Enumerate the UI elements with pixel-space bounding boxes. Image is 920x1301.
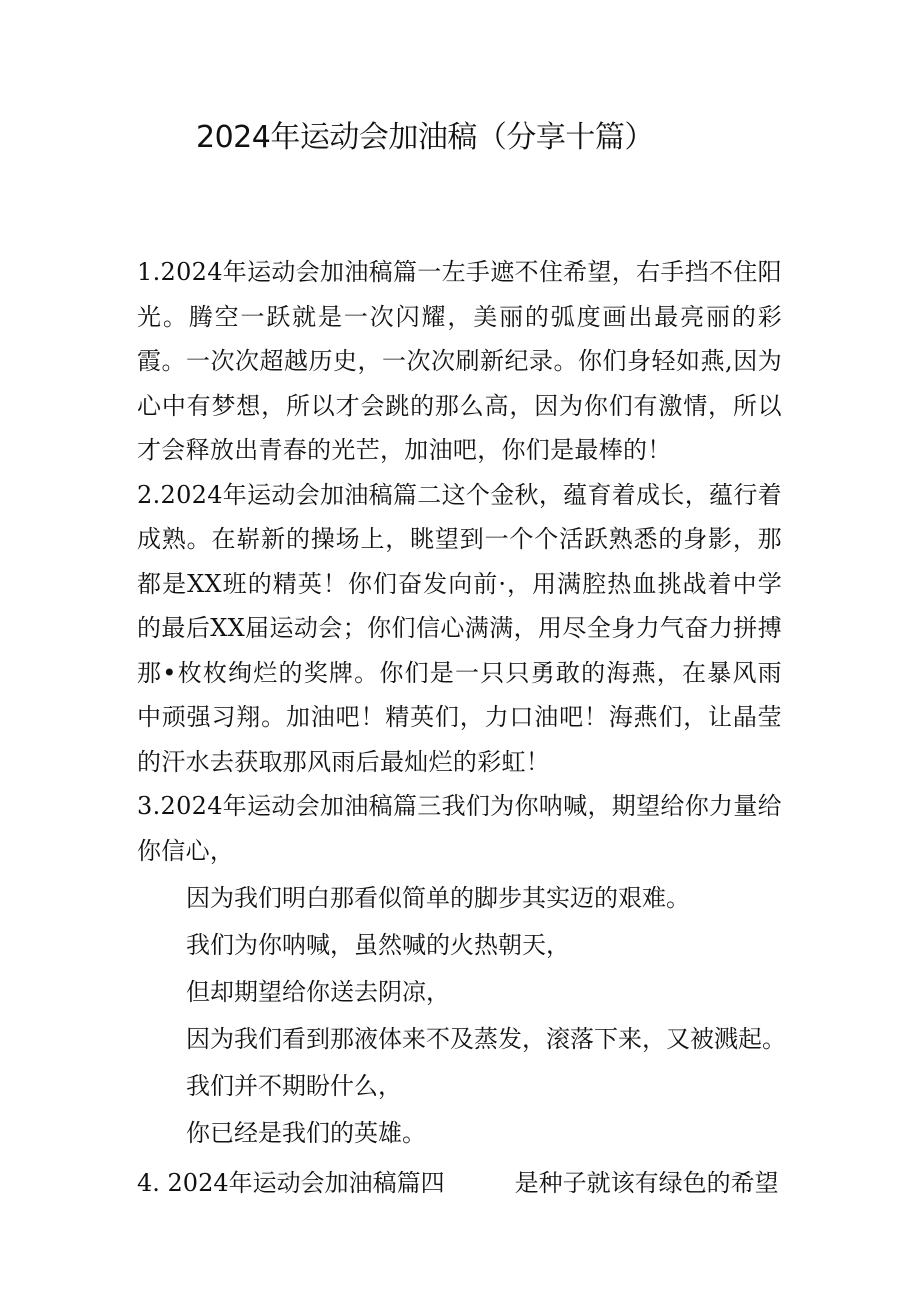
paragraph-4-text: 是种子就该有绿色的希望 <box>514 1169 779 1197</box>
poem-line-2: 我们为你呐喊，虽然喊的火热朝天， <box>186 931 570 959</box>
paragraph-2: 2.2024年运动会加油稿篇二这个金秋，蕴育着成长，蕴行着成熟。在崭新的操场上，眺望到一个个活跃熟悉的身影，那都是XX班的精英！你们奋发向前·，用满腔热血挑战着中学的最后XX届运动会；你们信心满满，用尽全身力气奋力拼搏那•枚枚绚烂的奖牌。你们是一只只勇敢的海燕，在暴风雨中顽强习翔。加油吧！精英们，力口油吧！海燕们，让晶莹的汗水去获取那风雨后最灿烂的彩虹！ <box>137 480 782 776</box>
document-title: 2024年运动会加油稿（分享十篇） <box>196 120 654 155</box>
poem-line-3: 但却期望给你送去阴凉， <box>186 978 450 1006</box>
paragraph-3: 3.2024年运动会加油稿篇三我们为你呐喊，期望给你力量给你信心， <box>137 792 782 865</box>
document-body <box>137 250 786 1206</box>
poem-line-4: 因为我们看到那液体来不及蒸发，滚落下来，又被溅起。 <box>186 1025 786 1053</box>
paragraph-1: 1.2024年运动会加油稿篇一左手遮不住希望，右手挡不住阳光。腾空一跃就是一次闪耀，美丽的弧度画出最亮丽的彩霞。一次次超越历史，一次次刷新纪录。你们身轻如燕,因为心中有梦想，所以才会跳的那么高，因为你们有激情，所以才会释放出青春的光芒，加油吧，你们是最棒的！ <box>137 258 782 464</box>
paragraph-4-line <box>137 1161 782 1206</box>
poem-line-6: 你已经是我们的英雄。 <box>186 1119 426 1147</box>
paragraph-4-heading: 4. 2024年运动会加油稿篇四 <box>137 1169 445 1197</box>
poem-line-1: 因为我们明白那看似简单的脚步其实迈的艰难。 <box>186 884 690 912</box>
poem-line-5: 我们并不期盼什么， <box>186 1072 402 1100</box>
